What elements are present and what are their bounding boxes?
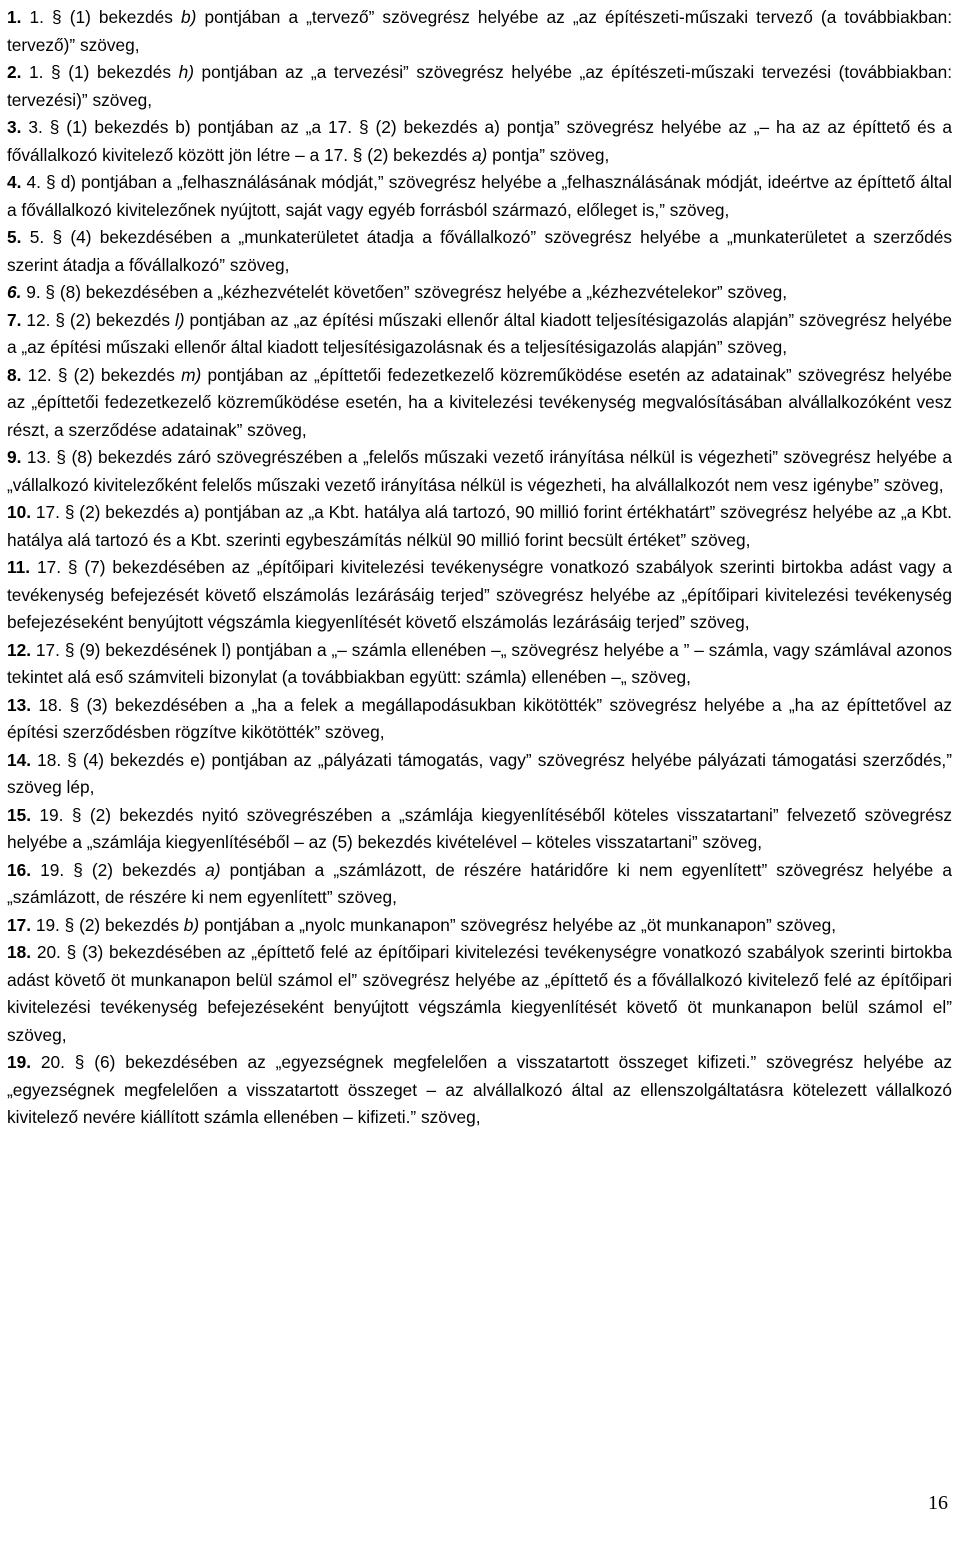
- amendment-item: [7, 444, 952, 499]
- item-text: 3. § (1) bekezdés b) pontjában az „a 17. § (2) bekezdés a) pontja” szövegrész helyébe az „– ha az az építtető és a fővállalkozó kivitelező között jön létre – a 17. § (2) bekezdés: [7, 117, 952, 165]
- item-number: 9.: [7, 447, 22, 467]
- amendment-item: [7, 169, 952, 224]
- item-text: 12. § (2) bekezdés: [21, 309, 175, 330]
- amendment-item: [7, 4, 952, 59]
- amendment-item: [7, 1049, 952, 1132]
- item-number: 15.: [7, 804, 32, 825]
- item-text: 19. § (2) bekezdés nyitó szövegrészében a „számlája kiegyenlítéséből köteles visszatartani” felvezető szövegrész helyébe a „számlája kiegyenlítéséből – az (5) bekezdés kivételével – köteles visszatartani” szöveg,: [7, 804, 952, 852]
- amendment-list: [7, 4, 952, 1132]
- item-text-italic: a): [205, 859, 221, 880]
- amendment-item: [7, 939, 952, 1049]
- item-text: 18. § (3) bekezdésében a „ha a felek a megállapodásukban kikötötték” szövegrész helyébe a „ha az építtetővel az építési szerződésben rögzítve kikötötték” szöveg,: [7, 694, 952, 742]
- amendment-item: [7, 224, 952, 279]
- amendment-item: [7, 554, 952, 637]
- item-text-italic: a): [471, 144, 488, 165]
- item-text-italic: h): [178, 62, 194, 82]
- item-text: 4. § d) pontjában a „felhasználásának módját,” szövegrész helyébe a „felhasználásának módját, ideértve az építtető által a fővállalkozó kivitelezőnek nyújtott, saját vagy egyéb forrásból származó, előleget is,” szöveg,: [7, 172, 952, 220]
- item-text: 17. § (7) bekezdésében az „építőipari kivitelezési tevékenységre vonatkozó szabályok szerinti birtokba adást vagy a tevékenység befejezését követő elszámolás lezárásáig terjed” szövegrész helyébe az „építőipari kivitelezési tevékenység befejezéseként benyújtott végszámla kiegyenlítését követő elszámolás lezárásáig terjed” szöveg,: [7, 557, 952, 632]
- amendment-item: [7, 637, 952, 692]
- item-text: 17. § (9) bekezdésének l) pontjában a „– számla ellenében –„ szövegrész helyébe a ” – számla, vagy számlával azonos tekintet alá eső számviteli bizonylat (a továbbiakban együtt: számla) ellenében –„ szöveg,: [7, 639, 952, 687]
- item-text: 12. § (2) bekezdés: [21, 364, 182, 385]
- item-text: pontjában az „a tervezési” szövegrész helyébe „az építészeti-műszaki tervezési (továbbiakban: tervezési)” szöveg,: [7, 62, 952, 110]
- item-text: pontja” szöveg,: [487, 144, 610, 165]
- item-number: 7.: [7, 309, 22, 330]
- amendment-item: [7, 692, 952, 747]
- item-text: 20. § (6) bekezdésében az „egyezségnek megfelelően a visszatartott összeget kifizeti.” szövegrész helyébe az „egyezségnek megfelelően a visszatartott összeget – az alvállalkozó által az ellenszolgáltatásra kötelezett vállalkozó kivitelező nevére kiállított számla ellenében – kifizeti.” szöveg,: [7, 1052, 952, 1127]
- item-text: 20. § (3) bekezdésében az „építtető felé az építőipari kivitelezési tevékenységre vonatkozó szabályok szerinti birtokba adást követő öt munkanapon belül számol el” szövegrész helyébe az „építtető és a fővállalkozó kivitelező felé az építőipari kivitelezési tevékenység befejezéseként benyújtott végszámla kiegyenlítését követő öt munkanapon belül számol el” szöveg,: [7, 942, 952, 1045]
- amendment-item: [7, 59, 952, 114]
- amendment-item: [7, 912, 952, 940]
- item-text-italic: b): [183, 914, 200, 935]
- item-text: 19. § (2) bekezdés: [31, 859, 206, 880]
- amendment-item: [7, 362, 952, 445]
- item-text-italic: b): [181, 7, 197, 27]
- item-number: 19.: [7, 1052, 32, 1072]
- item-text: 1. § (1) bekezdés: [21, 7, 181, 27]
- item-text: pontjában a „számlázott, de részére határidőre ki nem egyenlített” szövegrész helyébe a „számlázott, de részére ki nem egyenlített” szöveg,: [7, 859, 952, 907]
- item-number: 12.: [7, 639, 32, 660]
- item-number: 4.: [7, 172, 22, 192]
- amendment-item: [7, 307, 952, 362]
- item-number: 14.: [7, 749, 32, 770]
- item-number: 3.: [7, 117, 22, 137]
- item-number: 1.: [7, 7, 22, 27]
- amendment-item: [7, 499, 952, 554]
- item-text: pontjában az „az építési műszaki ellenőr által kiadott teljesítésigazolás alapján” szövegrész helyébe a „az építési műszaki ellenőr által kiadott teljesítésigazolásnak és a teljesítésigazolás alapján” szöveg,: [7, 309, 952, 357]
- item-text: 17. § (2) bekezdés a) pontjában az „a Kbt. hatálya alá tartozó, 90 millió forint értékhatárt” szövegrész helyébe az „a Kbt. hatálya alá tartozó és a Kbt. szerinti egybeszámítás nélkül 90 millió forint becsült értéket” szöveg,: [7, 502, 952, 550]
- page-number: 16: [928, 1492, 948, 1514]
- item-number: 8.: [7, 364, 22, 385]
- item-text: 5. § (4) bekezdésében a „munkaterületet átadja a fővállalkozó” szövegrész helyébe a „munkaterületet a szerződés szerint átadja a fővállalkozó” szöveg,: [7, 227, 952, 275]
- item-text-italic: l): [174, 309, 185, 330]
- item-text: pontjában az „építtetői fedezetkezelő közreműködése esetén az adatainak” szövegrész helyébe az „építtetői fedezetkezelő közreműködése esetén, ha a kivitelezési tevékenység megvalósításában alvállalkozóként vesz részt, a szerződése adatainak” szöveg,: [7, 364, 952, 440]
- item-number: 17.: [7, 914, 32, 935]
- amendment-item: [7, 802, 952, 857]
- item-number: 16.: [7, 859, 32, 880]
- item-text: 9. § (8) bekezdésében a „kézhezvételét követően” szövegrész helyébe a „kézhezvételekor” szöveg,: [21, 282, 788, 302]
- item-number: 6.: [7, 282, 22, 302]
- item-text: 13. § (8) bekezdés záró szövegrészében a „felelős műszaki vezető irányítása nélkül is végezheti” szövegrész helyébe a „vállalkozó kivitelezőként felelős műszaki vezető irányítása nélkül is végezheti, ha alvállalkozót nem vesz igénybe” szöveg,: [7, 447, 952, 495]
- item-text: pontjában a „tervező” szövegrész helyébe az „az építészeti-műszaki tervező (a továbbiakban: tervező)” szöveg,: [7, 7, 953, 55]
- amendment-item: [7, 747, 952, 802]
- item-number: 2.: [7, 62, 22, 82]
- item-text: 19. § (2) bekezdés: [31, 914, 184, 935]
- item-text: 18. § (4) bekezdés e) pontjában az „pályázati támogatás, vagy” szövegrész helyébe pályázati támogatási szerződés,” szöveg lép,: [7, 749, 952, 797]
- amendment-item: [7, 279, 952, 307]
- item-number: 5.: [7, 227, 22, 247]
- item-number: 10.: [7, 502, 32, 522]
- item-text: pontjában a „nyolc munkanapon” szövegrész helyébe az „öt munkanapon” szöveg,: [199, 914, 837, 935]
- item-text: 1. § (1) bekezdés: [21, 62, 179, 82]
- item-number: 11.: [7, 557, 31, 577]
- item-number: 18.: [7, 942, 32, 962]
- item-text-italic: m): [181, 364, 202, 385]
- item-number: 13.: [7, 694, 32, 715]
- amendment-item: [7, 114, 952, 169]
- amendment-item: [7, 857, 952, 912]
